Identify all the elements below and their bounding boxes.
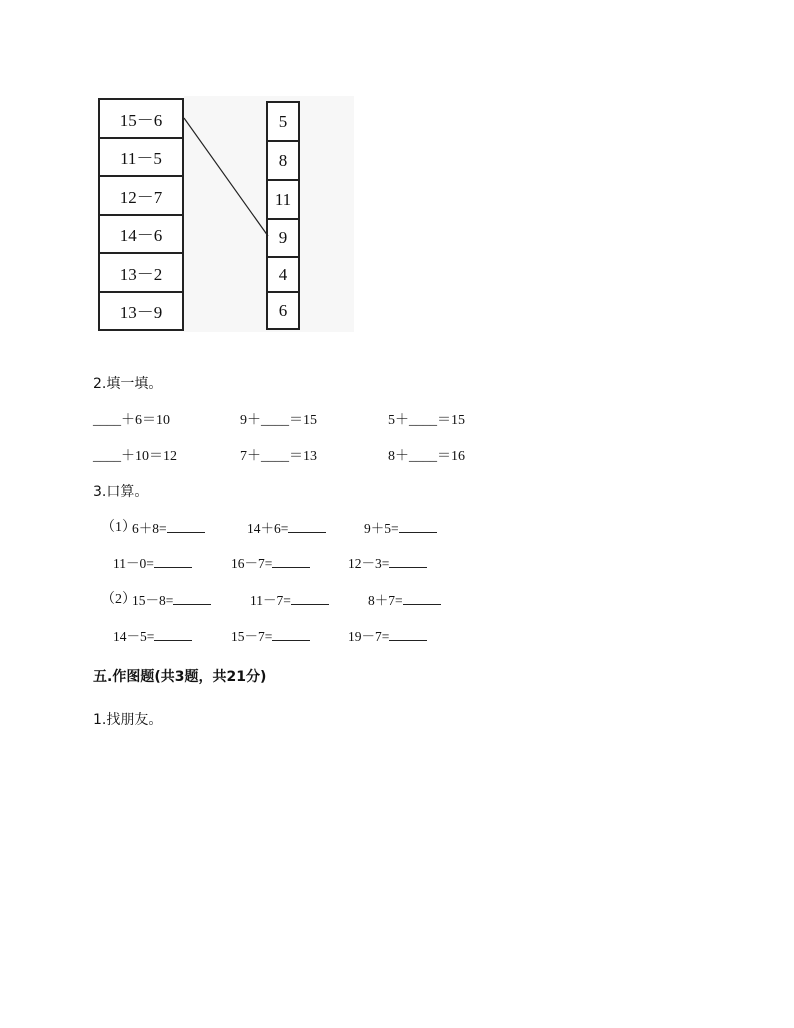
mental-math-item[interactable]: 15－8= [132, 589, 211, 609]
matching-exercise [96, 96, 306, 336]
mental-math-item[interactable]: 16－7= [231, 552, 310, 572]
left-cell[interactable]: 13－9 [98, 293, 184, 332]
left-cell[interactable]: 13－2 [98, 254, 184, 293]
right-cell[interactable]: 5 [266, 101, 300, 142]
mental-math-item[interactable]: 14＋6= [247, 517, 326, 537]
left-cell[interactable]: 14－6 [98, 216, 184, 255]
left-cell[interactable]: 15－6 [98, 98, 184, 139]
mental-math-item[interactable]: 9＋5= [364, 517, 437, 537]
mental-math-item[interactable]: 14－5= [113, 625, 192, 645]
right-cell[interactable]: 8 [266, 142, 300, 181]
connecting-line [96, 96, 306, 336]
mental-math-item[interactable]: 11－7= [250, 589, 329, 609]
section5-title: 五.作图题(共3题，共21分) [93, 669, 267, 685]
mental-math-item[interactable]: 19－7= [348, 625, 427, 645]
right-cell[interactable]: 11 [266, 181, 300, 220]
fill-blank-item[interactable]: ____＋10＝12 [93, 449, 177, 464]
left-cell[interactable]: 11－5 [98, 139, 184, 178]
mental-math-item[interactable]: 8＋7= [368, 589, 441, 609]
right-cell[interactable]: 9 [266, 220, 300, 258]
mental-math-item[interactable]: 15－7= [231, 625, 310, 645]
fill-blank-item[interactable]: 5＋____＝15 [388, 413, 465, 428]
left-cell[interactable]: 12－7 [98, 177, 184, 216]
fill-blank-item[interactable]: 7＋____＝13 [240, 449, 317, 464]
right-cell[interactable]: 4 [266, 258, 300, 293]
mental-math-item[interactable]: 12－3= [348, 552, 427, 572]
part1-label: （1） [101, 520, 136, 535]
section3-title: 3.口算。 [93, 484, 149, 500]
fill-blank-item[interactable]: ____＋6＝10 [93, 413, 170, 428]
section5-question-1: 1.找朋友。 [93, 712, 163, 728]
section2-title: 2.填一填。 [93, 376, 163, 392]
mental-math-item[interactable]: 11－0= [113, 552, 192, 572]
fill-blank-item[interactable]: 9＋____＝15 [240, 413, 317, 428]
fill-blank-item[interactable]: 8＋____＝16 [388, 449, 465, 464]
right-cell[interactable]: 6 [266, 293, 300, 330]
part2-label: （2） [101, 592, 136, 607]
mental-math-item[interactable]: 6＋8= [132, 517, 205, 537]
